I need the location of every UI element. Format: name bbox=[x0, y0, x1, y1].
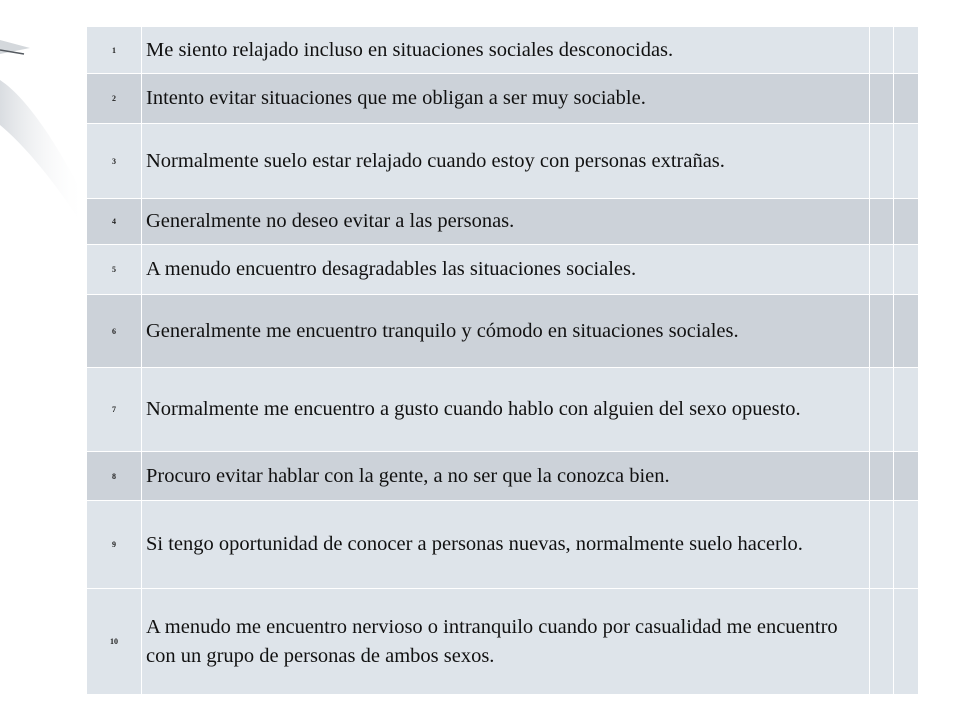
answer-cell bbox=[894, 295, 919, 368]
answer-cell bbox=[870, 368, 894, 452]
item-number: 10 bbox=[87, 589, 142, 695]
item-text: A menudo me encuentro nervioso o intranquilo cuando por casualidad me encuentro con un grupo de personas de ambos sexos. bbox=[142, 589, 870, 695]
item-text: Generalmente me encuentro tranquilo y cómodo en situaciones sociales. bbox=[142, 295, 870, 368]
item-number: 8 bbox=[87, 452, 142, 501]
answer-cell bbox=[894, 245, 919, 295]
table-row bbox=[87, 452, 919, 501]
answer-cell bbox=[894, 124, 919, 199]
answer-cell bbox=[870, 452, 894, 501]
item-text: Normalmente suelo estar relajado cuando estoy con personas extrañas. bbox=[142, 124, 870, 199]
table-row bbox=[87, 124, 919, 199]
item-text: Intento evitar situaciones que me obligan a ser muy sociable. bbox=[142, 74, 870, 124]
questionnaire-table bbox=[86, 26, 919, 695]
answer-cell bbox=[870, 124, 894, 199]
item-number: 6 bbox=[87, 295, 142, 368]
table-row bbox=[87, 199, 919, 245]
answer-cell bbox=[894, 368, 919, 452]
answer-cell bbox=[894, 501, 919, 589]
answer-cell bbox=[894, 199, 919, 245]
answer-cell bbox=[894, 27, 919, 74]
answer-cell bbox=[870, 245, 894, 295]
answer-cell bbox=[870, 199, 894, 245]
item-text: Me siento relajado incluso en situaciones sociales desconocidas. bbox=[142, 27, 870, 74]
answer-cell bbox=[870, 27, 894, 74]
item-number: 9 bbox=[87, 501, 142, 589]
table-row bbox=[87, 74, 919, 124]
table-row bbox=[87, 589, 919, 695]
answer-cell bbox=[894, 452, 919, 501]
item-text: Generalmente no deseo evitar a las personas. bbox=[142, 199, 870, 245]
table-row bbox=[87, 295, 919, 368]
item-number: 1 bbox=[87, 27, 142, 74]
answer-cell bbox=[894, 74, 919, 124]
item-text: Procuro evitar hablar con la gente, a no ser que la conozca bien. bbox=[142, 452, 870, 501]
item-number: 4 bbox=[87, 199, 142, 245]
item-text: Si tengo oportunidad de conocer a personas nuevas, normalmente suelo hacerlo. bbox=[142, 501, 870, 589]
table-row bbox=[87, 27, 919, 74]
item-text: A menudo encuentro desagradables las situaciones sociales. bbox=[142, 245, 870, 295]
answer-cell bbox=[870, 501, 894, 589]
answer-cell bbox=[870, 295, 894, 368]
item-number: 5 bbox=[87, 245, 142, 295]
table-row bbox=[87, 245, 919, 295]
table-row bbox=[87, 501, 919, 589]
item-number: 3 bbox=[87, 124, 142, 199]
item-number: 2 bbox=[87, 74, 142, 124]
answer-cell bbox=[894, 589, 919, 695]
item-text: Normalmente me encuentro a gusto cuando hablo con alguien del sexo opuesto. bbox=[142, 368, 870, 452]
answer-cell bbox=[870, 589, 894, 695]
answer-cell bbox=[870, 74, 894, 124]
item-number: 7 bbox=[87, 368, 142, 452]
table-row bbox=[87, 368, 919, 452]
